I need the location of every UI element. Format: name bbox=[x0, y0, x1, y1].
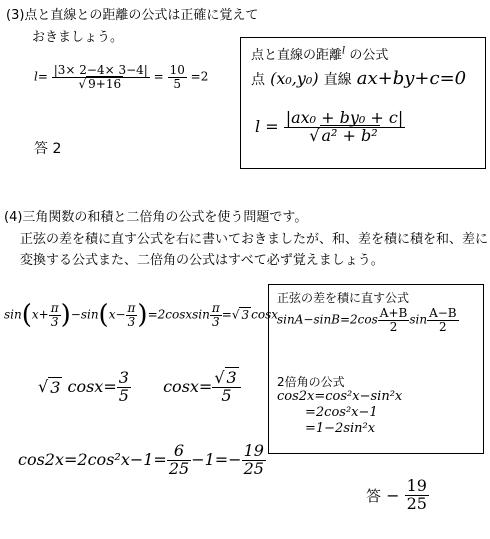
eq2-cosx2: cosx= bbox=[163, 376, 213, 396]
eq1-three1: 3 bbox=[50, 314, 59, 329]
eq2-den2: 5 bbox=[221, 385, 232, 405]
eq2-den: 5 bbox=[118, 385, 129, 405]
eq2-num2: 3 bbox=[226, 368, 237, 388]
box-title-var: l bbox=[342, 45, 346, 57]
calc-eq: = bbox=[153, 69, 164, 84]
eq3-num2: 19 bbox=[243, 441, 264, 460]
formula-denominator: √ a² + b² bbox=[309, 125, 378, 145]
answer-num: 19 bbox=[406, 476, 427, 495]
eq3-den2: 25 bbox=[243, 458, 264, 478]
point-label: 点 bbox=[251, 72, 265, 88]
section3-answer: 答 2 bbox=[34, 141, 62, 157]
calc-result: =2 bbox=[190, 69, 209, 84]
double-angle-line2: =2cos²x−1 bbox=[305, 405, 378, 420]
stp-f1-num: A+B bbox=[379, 306, 408, 320]
answer-label: 答 bbox=[366, 486, 382, 505]
eq3-lhs: cos2x=2cos²x−1= bbox=[18, 449, 167, 469]
calc-lhs: l= bbox=[34, 69, 48, 84]
eq2-cosx: cosx= bbox=[67, 376, 117, 396]
distance-calculation bbox=[34, 64, 208, 90]
eq1-cosx: cosx bbox=[251, 307, 278, 322]
section4-answer bbox=[366, 478, 429, 513]
trig-formula-box bbox=[268, 284, 484, 454]
section3-heading-line2: おきましょう。 bbox=[32, 30, 124, 45]
eq1-pi1: π bbox=[50, 300, 59, 315]
trig-box-title: 正弦の差を積に直す公式 bbox=[277, 291, 410, 305]
double-angle-title: 2倍角の公式 bbox=[277, 375, 345, 389]
section4-para-line2: 変換する公式また、二倍角の公式はすべて必ず覚えましょう。 bbox=[20, 253, 384, 268]
box-title-suffix: の公式 bbox=[349, 48, 389, 63]
eq1-x-plus: x+ bbox=[31, 307, 49, 322]
stp-f2-den: 2 bbox=[439, 319, 447, 334]
calc-fraction bbox=[52, 64, 150, 90]
eq2-sqrt3: 3 bbox=[50, 377, 61, 397]
eq1-pi3: π bbox=[211, 300, 220, 315]
point-coords: (x₀,y₀) bbox=[270, 69, 319, 88]
eq1-sin1: sin bbox=[4, 307, 22, 322]
calc-fraction2 bbox=[168, 64, 187, 90]
eq1-three2: 3 bbox=[127, 314, 136, 329]
calc-frac-num: 10 bbox=[169, 63, 185, 78]
sum-to-product-formula bbox=[277, 307, 459, 333]
calc-radicand: 9+16 bbox=[88, 76, 122, 91]
calc-denominator: √ 9+16 bbox=[78, 76, 122, 91]
eq3-den1: 25 bbox=[168, 458, 190, 478]
section4-para-line1: 正弦の差を積に直す公式を右に書いておきましたが、和、差を積に積を和、差に bbox=[20, 232, 489, 247]
line-equation: ax+by+c=0 bbox=[356, 68, 467, 89]
eq2-num: 3 bbox=[118, 368, 129, 388]
calc-frac-den: 5 bbox=[173, 76, 182, 91]
equation-3 bbox=[18, 443, 266, 478]
answer-den: 25 bbox=[406, 493, 427, 513]
section4-heading: (4)三角関数の和積と二倍角の公式を使う問題です。 bbox=[4, 210, 308, 225]
distance-formula-box bbox=[240, 37, 486, 169]
eq1-sqrt3: 3 bbox=[241, 308, 250, 322]
stp-f1-den: 2 bbox=[389, 319, 398, 334]
equation-2: √ 3 cosx= $\frac{3}{5}$ cosx= $\frac{√ 3}{5}$ bbox=[38, 370, 241, 405]
line-label: 直線 bbox=[323, 72, 352, 88]
formula-lhs: l = bbox=[255, 116, 279, 136]
eq1-product: =2cosxsin bbox=[147, 307, 210, 322]
eq1-pi2: π bbox=[127, 300, 136, 315]
formula-numerator: |ax₀ + by₀ + c| bbox=[285, 108, 404, 127]
eq1-x-minus: x− bbox=[108, 307, 126, 322]
point-line-row bbox=[251, 68, 466, 89]
formula-fraction bbox=[284, 110, 406, 145]
double-angle-line1: cos2x=cos²x−sin²x bbox=[277, 389, 403, 404]
box-title bbox=[251, 44, 388, 63]
eq1-minus-sin: −sin bbox=[70, 307, 99, 322]
answer-sign: − bbox=[386, 485, 400, 505]
stp-lhs: sinA−sinB=2cos bbox=[277, 312, 378, 327]
calc-numerator: |3× 2−4× 3−4| bbox=[53, 63, 148, 77]
formula-radicand: a² + b² bbox=[321, 125, 378, 145]
double-angle-line3: =1−2sin²x bbox=[305, 421, 376, 436]
stp-sin: sin bbox=[409, 312, 428, 327]
box-title-text: 点と直線の距離 bbox=[251, 48, 343, 63]
equation-1: sin(x+ $\frac{\pi}{3}$ )−sin(x− $\frac{\pi}{3}$ )=2cosxsin $\frac{\pi}{3}$ =√ 3 cosx bbox=[4, 300, 278, 330]
eq3-mid: −1=− bbox=[191, 449, 242, 469]
section3-heading: (3)点と直線との距離の公式は正確に覚えて bbox=[6, 8, 259, 23]
eq1-three3: 3 bbox=[212, 314, 220, 329]
eq3-num1: 6 bbox=[167, 443, 191, 461]
distance-formula bbox=[255, 110, 405, 145]
stp-f2-num: A−B bbox=[429, 306, 457, 320]
eq1-eq: = bbox=[221, 307, 232, 322]
